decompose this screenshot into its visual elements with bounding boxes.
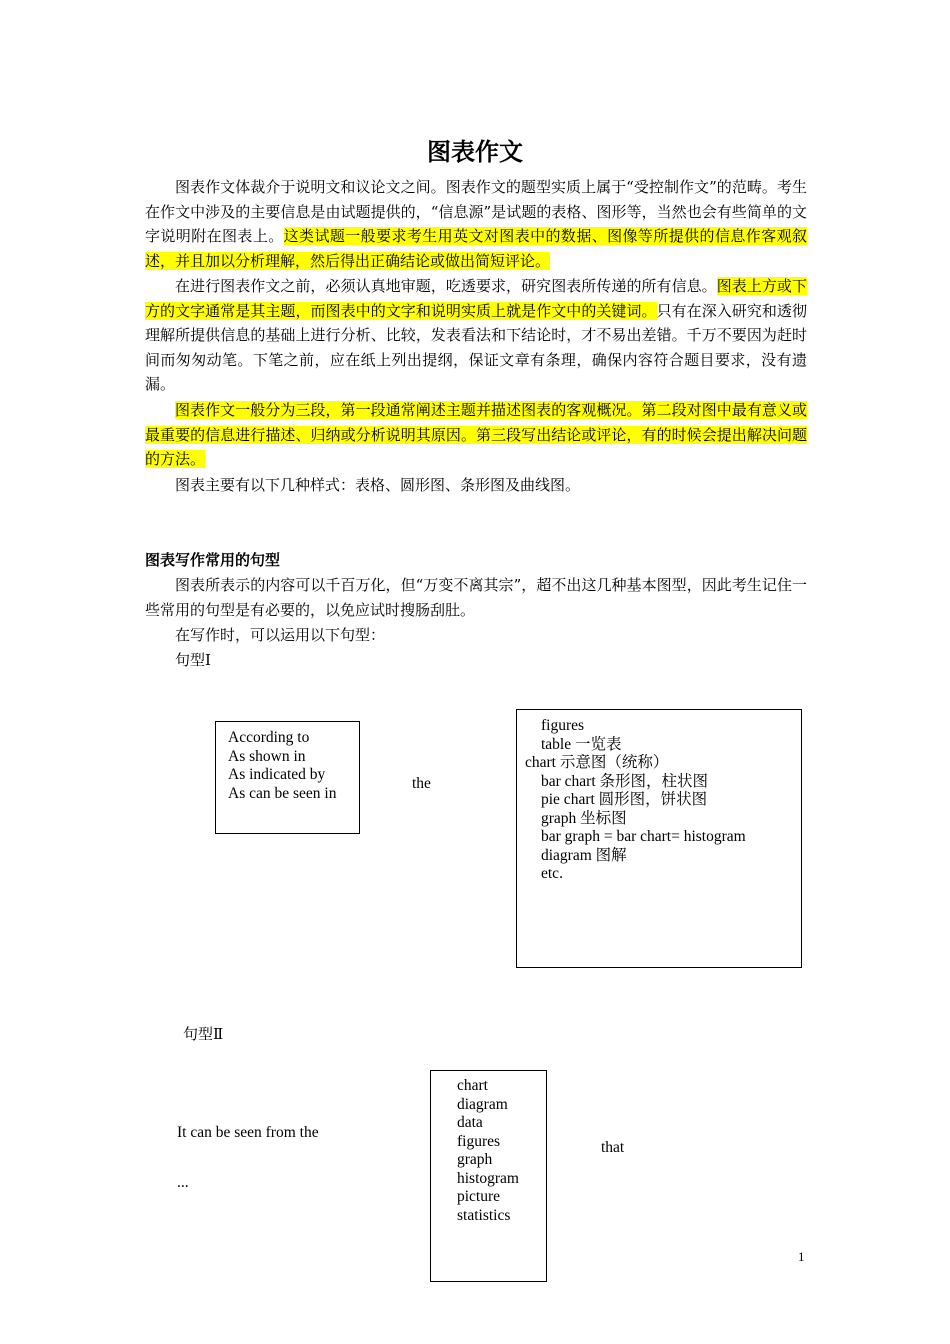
section-heading: 图表写作常用的句型 bbox=[145, 551, 281, 569]
chart-type: table 一览表 bbox=[541, 735, 622, 753]
intro-paragraph-3 bbox=[145, 398, 807, 472]
source-word: histogram bbox=[457, 1169, 519, 1187]
phrase: As indicated by bbox=[228, 766, 326, 783]
highlighted-text: 图表上方或下方的文字通常是其主题，而图表中的文字和说明实质上就是作文中的关键词。 bbox=[145, 277, 807, 320]
intro-text: 在进行图表作文之前，必须认真地审题，吃透要求，研究图表所传递的所有信息。 bbox=[175, 277, 717, 295]
phrase: As shown in bbox=[228, 747, 306, 765]
highlighted-text: 这类试题一般要求考生用英文对图表中的数据、图像等所提供的信息作客观叙述，并且加以分析理解，然后得出正确结论或做出简短评论。 bbox=[145, 227, 807, 270]
pattern-2-ellipsis: ... bbox=[177, 1174, 189, 1191]
pattern-1-chart-types-box bbox=[516, 709, 802, 968]
pattern-1-label: 句型Ⅰ bbox=[175, 651, 211, 669]
chart-type: chart 示意图（统称） bbox=[525, 754, 669, 771]
intro-text: 图表作文体裁介于说明文和议论文之间。图表作文的题型实质上属于“受控制作文”的范畴。考生在作文中涉及的主要信息是由试题提供的，“信息源”是试题的表格、图形等，当然也会有些简单的文字说明附在图表上。 bbox=[145, 178, 807, 246]
chart-type: figures bbox=[541, 717, 585, 734]
pattern-2-lead-phrase: It can be seen from the bbox=[177, 1124, 319, 1141]
chart-type: etc. bbox=[541, 865, 563, 882]
source-word: data bbox=[457, 1114, 483, 1131]
pattern-1-intro-phrases-box bbox=[215, 721, 360, 834]
pattern-2-source-box bbox=[430, 1070, 547, 1282]
chart-type: graph 坐标图 bbox=[541, 809, 627, 827]
chart-type: diagram 图解 bbox=[541, 846, 627, 864]
page-number: 1 bbox=[798, 1249, 805, 1264]
pattern-1-connector: the bbox=[412, 775, 431, 792]
phrase: According to bbox=[228, 729, 310, 746]
chart-type: bar graph = bar chart= histogram bbox=[541, 828, 746, 845]
intro-text: 只有在深入研究和透彻理解所提供信息的基础上进行分析、比较，发表看法和下结论时，才不易出差错。千万不要因为赶时间而匆匆动笔。下笔之前，应在纸上列出提纲，保证文章有条理，确保内容符合题目要求，没有遗漏。 bbox=[145, 301, 807, 394]
page-title: 图表作文 bbox=[427, 138, 523, 166]
highlighted-text: 图表作文一般分为三段，第一段通常阐述主题并描述图表的客观概况。第二段对图中最有意义或最重要的信息进行描述、归纳或分析说明其原因。第三段写出结论或评论，有的时候会提出解决问题的方法。 bbox=[145, 401, 807, 469]
section-paragraph-1: 图表所表示的内容可以千百万化，但“万变不离其宗”，超不出这几种基本图型，因此考生记住一些常用的句型是有必要的，以免应试时搜肠刮肚。 bbox=[145, 576, 807, 619]
phrase: As can be seen in bbox=[228, 784, 337, 802]
source-word: diagram bbox=[457, 1095, 508, 1113]
source-word: graph bbox=[457, 1151, 493, 1168]
intro-paragraph-4: 图表主要有以下几种样式：表格、圆形图、条形图及曲线图。 bbox=[175, 476, 581, 494]
source-word: figures bbox=[457, 1132, 501, 1150]
source-word: chart bbox=[457, 1077, 488, 1094]
intro-paragraph-1 bbox=[145, 175, 807, 273]
section-paragraph-2: 在写作时，可以运用以下句型： bbox=[175, 626, 386, 644]
chart-type: pie chart 圆形图，饼状图 bbox=[541, 791, 708, 808]
pattern-2-label: 句型Ⅱ bbox=[183, 1025, 224, 1043]
intro-paragraph-2 bbox=[145, 274, 807, 397]
pattern-2-tail: that bbox=[601, 1139, 625, 1156]
source-word: statistics bbox=[457, 1206, 511, 1224]
source-word: picture bbox=[457, 1188, 501, 1205]
chart-type: bar chart 条形图，柱状图 bbox=[541, 772, 709, 790]
